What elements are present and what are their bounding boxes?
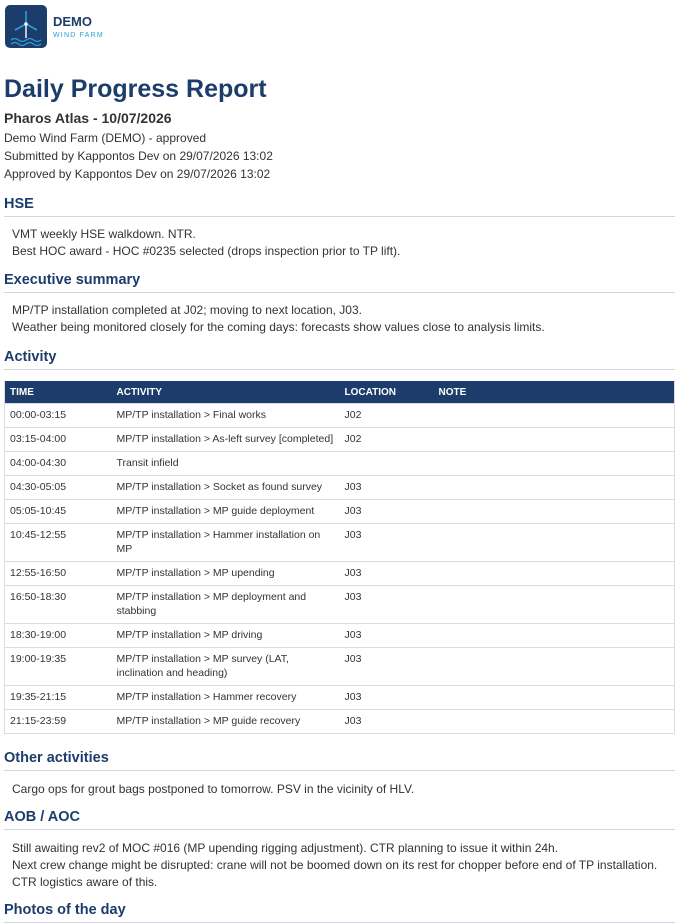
cell-activity: MP/TP installation > MP guide recovery xyxy=(112,710,340,734)
summary-heading: Executive summary xyxy=(4,271,675,293)
brand-logo xyxy=(5,5,47,48)
table-row xyxy=(5,686,675,710)
column-header-activity: ACTIVITY xyxy=(112,381,340,404)
cell-time: 18:30-19:00 xyxy=(5,624,112,648)
table-row xyxy=(5,476,675,500)
cell-note xyxy=(434,500,675,524)
cell-location: J03 xyxy=(340,562,434,586)
summary-line: Weather being monitored closely for the coming days: forecasts show values close to analysis limits. xyxy=(12,320,545,334)
table-header-row xyxy=(5,381,675,404)
column-header-time: TIME xyxy=(5,381,112,404)
cell-activity: Transit infield xyxy=(112,452,340,476)
summary-line: MP/TP installation completed at J02; moving to next location, J03. xyxy=(12,303,362,317)
hse-line: VMT weekly HSE walkdown. NTR. xyxy=(12,227,196,241)
cell-time: 05:05-10:45 xyxy=(5,500,112,524)
cell-note xyxy=(434,524,675,562)
cell-time: 12:55-16:50 xyxy=(5,562,112,586)
cell-location: J03 xyxy=(340,500,434,524)
table-row xyxy=(5,562,675,586)
other-body xyxy=(4,781,675,798)
aob-line: Next crew change might be disrupted: crane will not be boomed down on its rest for chopper before end of TP installation. xyxy=(12,858,658,872)
aob-heading: AOB / AOC xyxy=(4,808,675,830)
cell-note xyxy=(434,586,675,624)
cell-location: J03 xyxy=(340,648,434,686)
cell-time: 00:00-03:15 xyxy=(5,404,112,428)
hse-line: Best HOC award - HOC #0235 selected (drops inspection prior to TP lift). xyxy=(12,244,401,258)
activity-table xyxy=(4,381,675,734)
table-row xyxy=(5,404,675,428)
cell-time: 21:15-23:59 xyxy=(5,710,112,734)
table-row xyxy=(5,586,675,624)
cell-location: J03 xyxy=(340,586,434,624)
cell-activity: MP/TP installation > As-left survey [completed] xyxy=(112,428,340,452)
other-heading: Other activities xyxy=(4,749,675,771)
hse-heading: HSE xyxy=(4,195,675,217)
table-row xyxy=(5,648,675,686)
brand-subtitle: WIND FARM xyxy=(53,32,104,39)
report-subtitle: Pharos Atlas - 10/07/2026 xyxy=(4,110,172,126)
cell-note xyxy=(434,452,675,476)
cell-location: J03 xyxy=(340,476,434,500)
cell-time: 19:00-19:35 xyxy=(5,648,112,686)
cell-location: J03 xyxy=(340,524,434,562)
brand-text xyxy=(53,14,104,40)
activity-heading: Activity xyxy=(4,348,675,370)
submitted-info: Submitted by Kappontos Dev on 29/07/2026 13:02 xyxy=(4,149,273,163)
cell-note xyxy=(434,686,675,710)
column-header-location: LOCATION xyxy=(340,381,434,404)
cell-time: 04:30-05:05 xyxy=(5,476,112,500)
cell-activity: MP/TP installation > MP guide deployment xyxy=(112,500,340,524)
cell-activity: MP/TP installation > MP deployment and stabbing xyxy=(112,586,340,624)
cell-note xyxy=(434,428,675,452)
cell-location: J03 xyxy=(340,710,434,734)
cell-activity: MP/TP installation > MP survey (LAT, inclination and heading) xyxy=(112,648,340,686)
table-row xyxy=(5,710,675,734)
summary-body xyxy=(4,302,675,336)
table-row xyxy=(5,624,675,648)
table-row xyxy=(5,524,675,562)
cell-time: 03:15-04:00 xyxy=(5,428,112,452)
cell-time: 16:50-18:30 xyxy=(5,586,112,624)
cell-activity: MP/TP installation > MP driving xyxy=(112,624,340,648)
table-row xyxy=(5,428,675,452)
cell-location: J03 xyxy=(340,686,434,710)
cell-location: J03 xyxy=(340,624,434,648)
photos-heading: Photos of the day xyxy=(4,901,675,923)
activity-rows xyxy=(5,404,675,734)
table-row xyxy=(5,452,675,476)
aob-body xyxy=(4,840,675,891)
cell-note xyxy=(434,476,675,500)
cell-note xyxy=(434,710,675,734)
hse-body xyxy=(4,226,675,260)
cell-note xyxy=(434,624,675,648)
cell-time: 04:00-04:30 xyxy=(5,452,112,476)
cell-activity: MP/TP installation > Hammer recovery xyxy=(112,686,340,710)
cell-note xyxy=(434,562,675,586)
project-status: Demo Wind Farm (DEMO) - approved xyxy=(4,131,207,145)
cell-activity: MP/TP installation > Hammer installation on MP xyxy=(112,524,340,562)
cell-activity: MP/TP installation > Final works xyxy=(112,404,340,428)
cell-activity: MP/TP installation > MP upending xyxy=(112,562,340,586)
brand-name: DEMO xyxy=(53,14,92,29)
table-row xyxy=(5,500,675,524)
aob-line: CTR logistics aware of this. xyxy=(12,875,158,889)
cell-time: 19:35-21:15 xyxy=(5,686,112,710)
cell-location xyxy=(340,452,434,476)
aob-line: Still awaiting rev2 of MOC #016 (MP upending rigging adjustment). CTR planning to issue it within 24h. xyxy=(12,841,559,855)
cell-note xyxy=(434,648,675,686)
report-content xyxy=(4,74,675,923)
wind-turbine-icon xyxy=(5,5,47,48)
cell-location: J02 xyxy=(340,428,434,452)
column-header-note: NOTE xyxy=(434,381,675,404)
cell-location: J02 xyxy=(340,404,434,428)
page-title: Daily Progress Report xyxy=(4,75,267,103)
other-line: Cargo ops for grout bags postponed to tomorrow. PSV in the vicinity of HLV. xyxy=(12,782,415,796)
approved-info: Approved by Kappontos Dev on 29/07/2026 13:02 xyxy=(4,167,271,181)
cell-time: 10:45-12:55 xyxy=(5,524,112,562)
cell-activity: MP/TP installation > Socket as found survey xyxy=(112,476,340,500)
cell-note xyxy=(434,404,675,428)
